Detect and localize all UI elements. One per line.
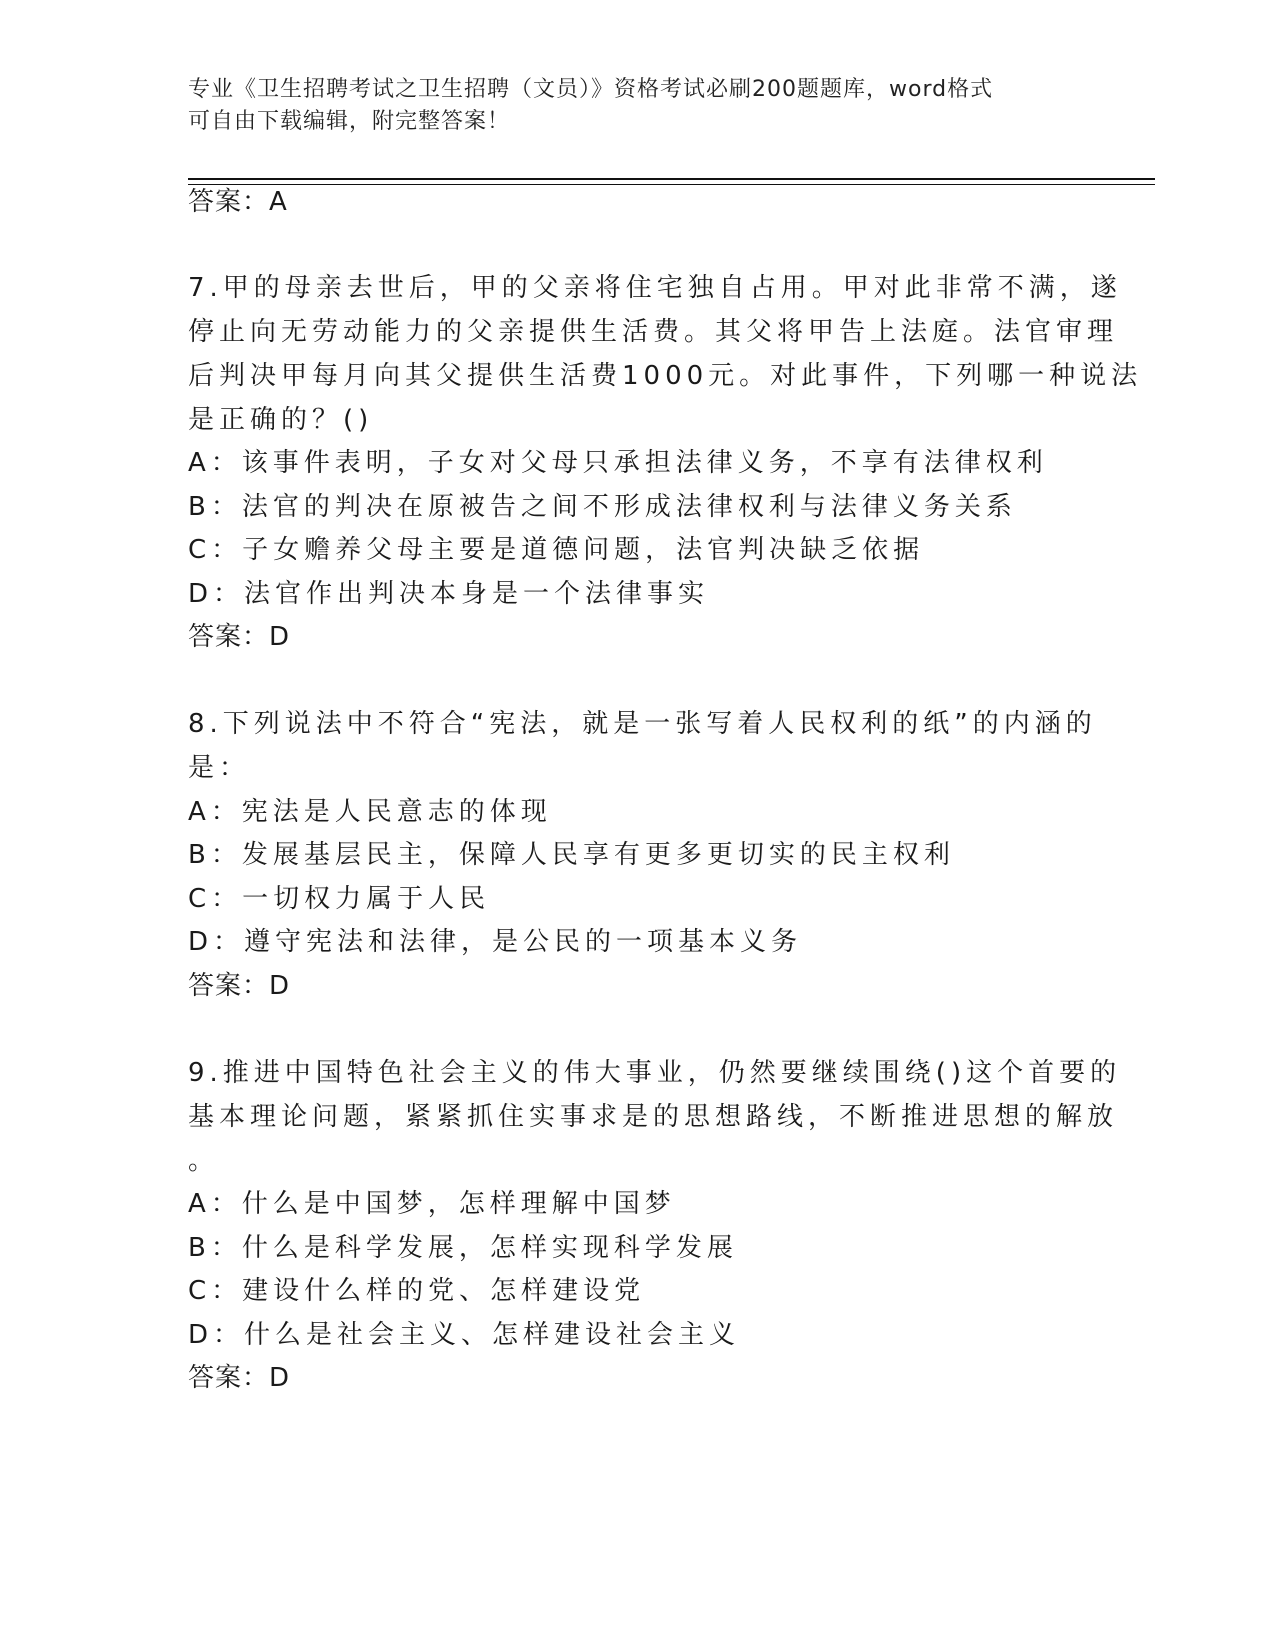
q9-option-b: B：什么是科学发展，怎样实现科学发展 — [188, 1233, 738, 1263]
q9-stem-line3: 。 — [188, 1146, 220, 1176]
q7-stem-line1: 7.甲的母亲去世后，甲的父亲将住宅独自占用。甲对此非常不满，遂 — [188, 273, 1122, 303]
q7-answer: 答案：D — [188, 622, 291, 652]
q8-option-c: C：一切权力属于人民 — [188, 884, 491, 914]
q9-option-c: C：建设什么样的党、怎样建设党 — [188, 1276, 646, 1306]
q7-stem-line4: 是正确的？() — [188, 405, 374, 435]
q8-option-b: B：发展基层民主，保障人民享有更多更切实的民主权利 — [188, 840, 955, 870]
q8-option-a: A：宪法是人民意志的体现 — [188, 797, 552, 827]
header-title-line1: 专业《卫生招聘考试之卫生招聘（文员）》资格考试必刷200题题库，word格式 — [188, 77, 994, 102]
q9-stem-line1: 9.推进中国特色社会主义的伟大事业，仍然要继续围绕()这个首要的 — [188, 1058, 1122, 1088]
q7-option-a: A：该事件表明，子女对父母只承担法律义务，不享有法律权利 — [188, 448, 1048, 478]
q6-answer: 答案：A — [188, 187, 288, 217]
q9-option-d: D：什么是社会主义、怎样建设社会主义 — [188, 1320, 741, 1350]
q8-stem-line2: 是： — [188, 753, 251, 783]
header-divider-thin — [188, 184, 1155, 185]
q8-stem-line1: 8.下列说法中不符合“宪法，就是一张写着人民权利的纸”的内涵的 — [188, 709, 1097, 739]
q7-option-d: D：法官作出判决本身是一个法律事实 — [188, 579, 710, 609]
header-divider-thick — [188, 178, 1155, 180]
q9-answer: 答案：D — [188, 1363, 291, 1393]
q7-stem-line3: 后判决甲每月向其父提供生活费1000元。对此事件，下列哪一种说法 — [188, 361, 1143, 391]
q8-option-d: D：遵守宪法和法律，是公民的一项基本义务 — [188, 927, 803, 957]
q7-stem-line2: 停止向无劳动能力的父亲提供生活费。其父将甲告上法庭。法官审理 — [188, 317, 1119, 347]
q8-answer: 答案：D — [188, 971, 291, 1001]
q9-option-a: A：什么是中国梦，怎样理解中国梦 — [188, 1189, 676, 1219]
q7-option-b: B：法官的判决在原被告之间不形成法律权利与法律义务关系 — [188, 492, 1017, 522]
header-title-line2: 可自由下载编辑，附完整答案！ — [188, 109, 511, 134]
q7-option-c: C：子女赡养父母主要是道德问题，法官判决缺乏依据 — [188, 535, 925, 565]
q9-stem-line2: 基本理论问题，紧紧抓住实事求是的思想路线，不断推进思想的解放 — [188, 1102, 1119, 1132]
page-header — [188, 74, 1088, 138]
